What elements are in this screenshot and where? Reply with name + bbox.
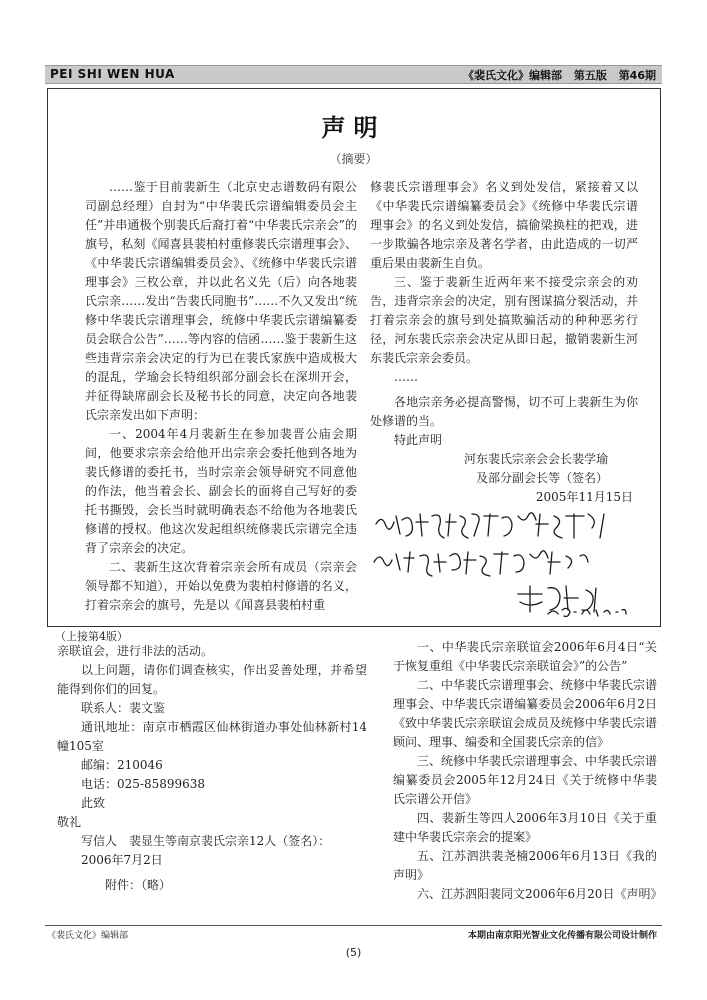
statement-paragraph: 二、裴新生这次背着宗亲会所有成员（宗亲会领导都不知道），开始以免费为裴柏村修谱的名义，打着宗亲会的旗号，先是以《闻喜县裴柏村重 — [85, 560, 357, 612]
statement-signer-1: 河东裴氏宗亲会会长裴学瑜 — [463, 452, 608, 466]
letter-line: 以上问题，请你们调查核实，作出妥善处理，并希望能得到你们的回复。 — [57, 663, 367, 696]
statement-closing: 各地宗亲务必提高警惕，切不可上裴新生为你处修谱的当。 — [370, 395, 638, 428]
letter-address: 通讯地址：南京市栖霞区仙林街道办事处仙林新村14幢105室 — [57, 720, 367, 753]
statement-title: 声明 — [321, 113, 386, 142]
statement-special: 特此声明 — [394, 433, 443, 447]
letter-greeting: 此致 — [81, 796, 106, 810]
page-header-bar — [45, 65, 662, 84]
letter-attachments-note: 附件：（略） — [105, 878, 172, 892]
attachment-item: 一、中华裴氏宗亲联谊会2006年6月4日“关于恢复重组《中华裴氏宗亲联谊会》”的公告” — [393, 640, 657, 673]
footer-divider — [45, 925, 662, 926]
statement-ellipsis: …… — [394, 370, 418, 384]
letter-salute: 敬礼 — [57, 815, 82, 829]
attachment-item: 四、裴新生等四人2006年3月10日《关于重建中华裴氏宗亲会的提案》 — [393, 811, 657, 844]
header-edition: 第五版 — [573, 69, 607, 82]
header-pinyin-title: PEI SHI WEN HUA — [50, 67, 175, 81]
page-number: (5) — [345, 946, 362, 959]
statement-subtitle: （摘要） — [329, 152, 378, 166]
header-issue-info — [455, 67, 656, 83]
letter-postcode: 邮编：210046 — [81, 758, 163, 772]
footer-credit: 本期由南京阳光智业文化传播有限公司设计制作 — [467, 931, 657, 941]
footer-publisher: 《裴氏文化》编辑部 — [47, 931, 129, 941]
statement-right-column — [370, 178, 638, 507]
attachment-item: 六、江苏泗阳裴同文2006年6月20日《声明》 — [417, 887, 663, 901]
header-publication: 《裴氏文化》编辑部 — [463, 69, 562, 82]
handwritten-note-signature — [368, 502, 648, 620]
letter-line: 亲联谊会，进行非法的活动。 — [57, 644, 214, 658]
statement-signer-2: 及部分副会长等（签名） — [475, 471, 608, 485]
continued-from-label: （上接第4版） — [55, 630, 128, 643]
statement-paragraph: ……鉴于目前裴新生（北京史志谱数码有限公司副总经理）自封为“中华裴氏宗谱编辑委员会主任”并串通极个别裴氏后裔打着“中华裴氏宗亲会”的旗号，私刻《闻喜县裴柏村重修裴氏宗谱理事会》、《中华裴氏宗谱编辑委员会》、《统修中华裴氏宗谱理事会》三枚公章，并以此名义先（后）向各地裴氏宗亲……发出“告裴氏同胞书”……不久又发出“统修中华裴氏宗谱理事会，统修中华裴氏宗谱编纂委员会联合公告”……等内容的信函……鉴于裴新生这些违背宗亲会决定的行为已在裴氏家族中造成极大的混乱，学瑜会长特组织部分副会长在深圳开会，并征得缺席副会长及秘书长的同意，决定向各地裴氏宗亲发出如下声明： — [85, 180, 357, 422]
statement-paragraph: 修裴氏宗谱理事会》名义到处发信，紧接着又以《中华裴氏宗谱编纂委员会》《统修中华裴氏宗谱理事会》的名义到处发信，搞偷梁换柱的把戏，进一步欺骗各地宗亲及著名学者，由此造成的一切严重后果由裴新生自负。 — [370, 180, 638, 270]
letter-date: 2006年7月2日 — [81, 853, 163, 867]
attachment-item: 三、统修中华裴氏宗谱理事会、中华裴氏宗谱编纂委员会2005年12月24日《关于统修中华裴氏宗谱公开信》 — [393, 754, 658, 806]
header-issue: 第46期 — [618, 69, 656, 82]
letter-signer: 写信人 裴显生等南京裴氏宗亲12人（签名）： — [81, 834, 331, 848]
letter-phone: 电话：025-85899638 — [81, 777, 206, 791]
statement-paragraph: 一、2004年4月裴新生在参加裴晋公庙会期间，他要求宗亲会给他开出宗亲会委托他到各地为裴氏修谱的委托书，当时宗亲会领导研究不同意他的作法，他当着会长、副会长的面将自己写好的委托书撕毁，会长当时就明确表态不给他为各地裴氏修谱的授权。他这次发起组织统修裴氏宗谱完全违背了宗亲会的决定。 — [85, 427, 357, 555]
statement-paragraph: 三、鉴于裴新生近两年来不接受宗亲会的劝告，违背宗亲会的决定，别有图谋搞分裂活动，并打着宗亲会的旗号到处搞欺骗活动的种种恶劣行径，河东裴氏宗亲会决定从即日起，撤销裴新生河东裴氏宗亲会委员。 — [370, 275, 638, 365]
letter-contact: 联系人：裴文鉴 — [81, 701, 166, 715]
attachment-item: 五、江苏泗洪裴尧楠2006年6月13日《我的声明》 — [393, 849, 657, 882]
attachment-item: 二、中华裴氏宗谱理事会、统修中华裴氏宗谱理事会、中华裴氏宗谱编纂委员会2006年6月2日《致中华裴氏宗亲联谊会成员及统修中华裴氏宗谱顾问、理事、编委和全国裴氏宗亲的信》 — [393, 678, 658, 749]
attachments-list — [393, 638, 663, 904]
letter-left-column — [57, 642, 367, 895]
statement-left-column — [85, 178, 357, 615]
statement-date: 2005年11月15日 — [535, 490, 633, 504]
